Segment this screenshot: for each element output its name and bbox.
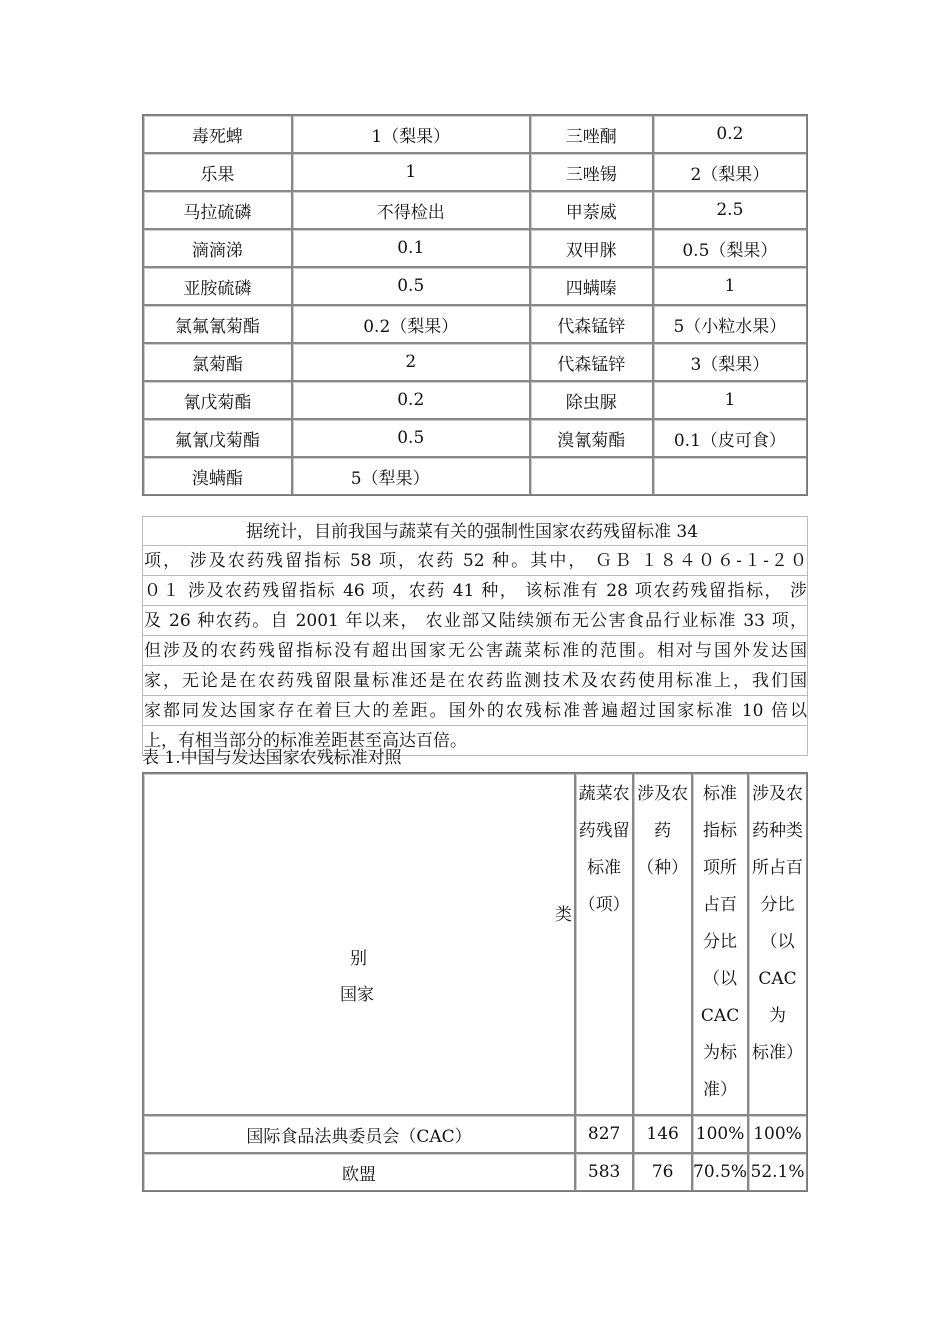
paragraph-line: ０１ 涉及农药残留指标 46 项，农药 41 种， 该标准有 28 项农药残留指标， 涉 xyxy=(142,576,808,606)
limit-value-cell: 0.1（皮可食） xyxy=(653,419,807,457)
header-text-line: 占百 xyxy=(703,895,738,915)
header-text-line: 分比 xyxy=(760,895,795,915)
comparison-table xyxy=(142,772,808,1192)
header-text-line: CAC xyxy=(700,1006,740,1026)
paragraph-line: 及 26 种农药。自 2001 年以来， 农业部又陆续颁布无公害食品行业标准 33 项， xyxy=(142,606,808,636)
limit-value-cell: 0.2 xyxy=(653,115,807,153)
paragraph-line: 据统计，目前我国与蔬菜有关的强制性国家农药残留标准 34 xyxy=(142,516,808,546)
limit-value-cell: 0.5（梨果） xyxy=(653,229,807,267)
pesticide-name-cell: 三唑锡 xyxy=(530,153,653,191)
table-row xyxy=(143,343,807,381)
limit-value-cell: 1 xyxy=(653,267,807,305)
limit-value-cell: 0.2 xyxy=(292,381,530,419)
limit-value-cell: 0.2（梨果） xyxy=(292,305,530,343)
header-text-line: 项所 xyxy=(703,858,738,878)
table-row xyxy=(143,457,807,495)
header-text-line: 标准） xyxy=(752,1043,804,1063)
header-text-line: 药（种） xyxy=(637,821,689,878)
pesticide-name-cell xyxy=(530,457,653,495)
header-text-line: 涉及农 xyxy=(752,784,804,804)
table-row xyxy=(143,381,807,419)
header-standard-percent xyxy=(692,773,748,1115)
pesticide-name-cell: 甲萘威 xyxy=(530,191,653,229)
pesticide-name-cell: 滴滴涕 xyxy=(143,229,292,267)
paragraph-line: 上，有相当部分的标准差距甚至高达百倍。 xyxy=(142,726,808,756)
pesticide-name-cell: 乐果 xyxy=(143,153,292,191)
pesticide-name-cell: 除虫脲 xyxy=(530,381,653,419)
pesticide-name-cell: 代森锰锌 xyxy=(530,343,653,381)
limit-value-cell: 1（梨果） xyxy=(292,115,530,153)
pesticide-name-cell: 四螨嗪 xyxy=(530,267,653,305)
table-row xyxy=(143,267,807,305)
statistics-paragraph xyxy=(142,516,808,756)
header-text-line: CAC 为 xyxy=(758,969,797,1026)
header-text-line: （以 xyxy=(703,969,738,989)
limit-value-cell xyxy=(653,457,807,495)
paragraph-line: 但涉及的农药残留指标没有超出国家无公害蔬菜标准的范围。相对与国外发达国 xyxy=(142,636,808,666)
pesticide-name-cell: 代森锰锌 xyxy=(530,305,653,343)
comparison-header-row xyxy=(143,773,807,1115)
country-cell: 国际食品法典委员会（CAC） xyxy=(143,1115,575,1153)
paragraph-line: 家，无论是在农药残留限量标准还是在农药监测技术及农药使用标准上，我们国 xyxy=(142,666,808,696)
value-cell: 583 xyxy=(575,1153,633,1191)
corner-label-type: 别 xyxy=(350,949,367,969)
header-text-line: 分比 xyxy=(703,932,738,952)
limit-value-cell: 0.5 xyxy=(292,267,530,305)
paragraph-line: 家都同发达国家存在着巨大的差距。国外的农残标准普遍超过国家标准 10 倍以 xyxy=(142,696,808,726)
header-text-line: 涉及农 xyxy=(637,784,689,804)
header-text-line: 标准 xyxy=(587,858,622,878)
pesticide-name-cell: 亚胺硫磷 xyxy=(143,267,292,305)
value-cell: 70.5% xyxy=(692,1153,748,1191)
table-row xyxy=(143,1153,807,1191)
pesticide-name-cell: 溴氰菊酯 xyxy=(530,419,653,457)
limit-value-cell: 2（梨果） xyxy=(653,153,807,191)
table-row xyxy=(143,191,807,229)
header-vegetable-standards xyxy=(575,773,633,1115)
limit-value-cell: 3（梨果） xyxy=(653,343,807,381)
header-text-line: 蔬菜农 xyxy=(578,784,630,804)
header-text-line: 药种类 xyxy=(752,821,804,841)
header-text-line: 为标 xyxy=(703,1043,738,1063)
limit-value-cell: 5（小粒水果） xyxy=(653,305,807,343)
pesticide-name-cell: 氯菊酯 xyxy=(143,343,292,381)
header-text-line: 指标 xyxy=(703,821,738,841)
pesticide-name-cell: 毒死蜱 xyxy=(143,115,292,153)
table-row xyxy=(143,419,807,457)
limit-value-cell: 0.5 xyxy=(292,419,530,457)
table-row xyxy=(143,115,807,153)
limit-value-cell: 2.5 xyxy=(653,191,807,229)
table-row xyxy=(143,305,807,343)
header-text-line: 所占百 xyxy=(752,858,804,878)
corner-label-category: 类 xyxy=(555,905,572,925)
header-pesticide-percent xyxy=(748,773,807,1115)
pesticide-name-cell: 双甲脒 xyxy=(530,229,653,267)
header-text-line: （以 xyxy=(760,932,795,952)
value-cell: 100% xyxy=(692,1115,748,1153)
paragraph-line: 项， 涉及农药残留指标 58 项，农药 52 种。其中， ＧＢ １８４０６-１-２０ xyxy=(142,546,808,576)
limit-value-cell: 2 xyxy=(292,343,530,381)
value-cell: 146 xyxy=(633,1115,692,1153)
pesticide-name-cell: 马拉硫磷 xyxy=(143,191,292,229)
limit-value-cell: 1 xyxy=(292,153,530,191)
pesticide-name-cell: 氟氰戊菊酯 xyxy=(143,419,292,457)
pesticide-name-cell: 溴螨酯 xyxy=(143,457,292,495)
limit-value-cell: 1 xyxy=(653,381,807,419)
limit-value-cell: 5（犁果） xyxy=(292,457,530,495)
value-cell: 76 xyxy=(633,1153,692,1191)
pesticide-name-cell: 氰戊菊酯 xyxy=(143,381,292,419)
corner-header-cell xyxy=(143,773,575,1115)
value-cell: 100% xyxy=(748,1115,807,1153)
limit-value-cell: 0.1 xyxy=(292,229,530,267)
header-text-line: 药残留 xyxy=(578,821,630,841)
table-row xyxy=(143,229,807,267)
table-row xyxy=(143,153,807,191)
pesticide-name-cell: 三唑酮 xyxy=(530,115,653,153)
country-cell: 欧盟 xyxy=(143,1153,575,1191)
value-cell: 52.1% xyxy=(748,1153,807,1191)
header-text-line: （项） xyxy=(578,895,630,915)
table-row xyxy=(143,1115,807,1153)
header-text-line: 准） xyxy=(703,1080,738,1100)
header-pesticides-count xyxy=(633,773,692,1115)
value-cell: 827 xyxy=(575,1115,633,1153)
table-caption: 表 1.中国与发达国家农残标准对照 xyxy=(142,748,402,768)
pesticide-name-cell: 氯氟氰菊酯 xyxy=(143,305,292,343)
limit-value-cell: 不得检出 xyxy=(292,191,530,229)
header-text-line: 标准 xyxy=(703,784,738,804)
mrl-table xyxy=(142,114,808,496)
corner-label-country: 国家 xyxy=(340,985,374,1005)
